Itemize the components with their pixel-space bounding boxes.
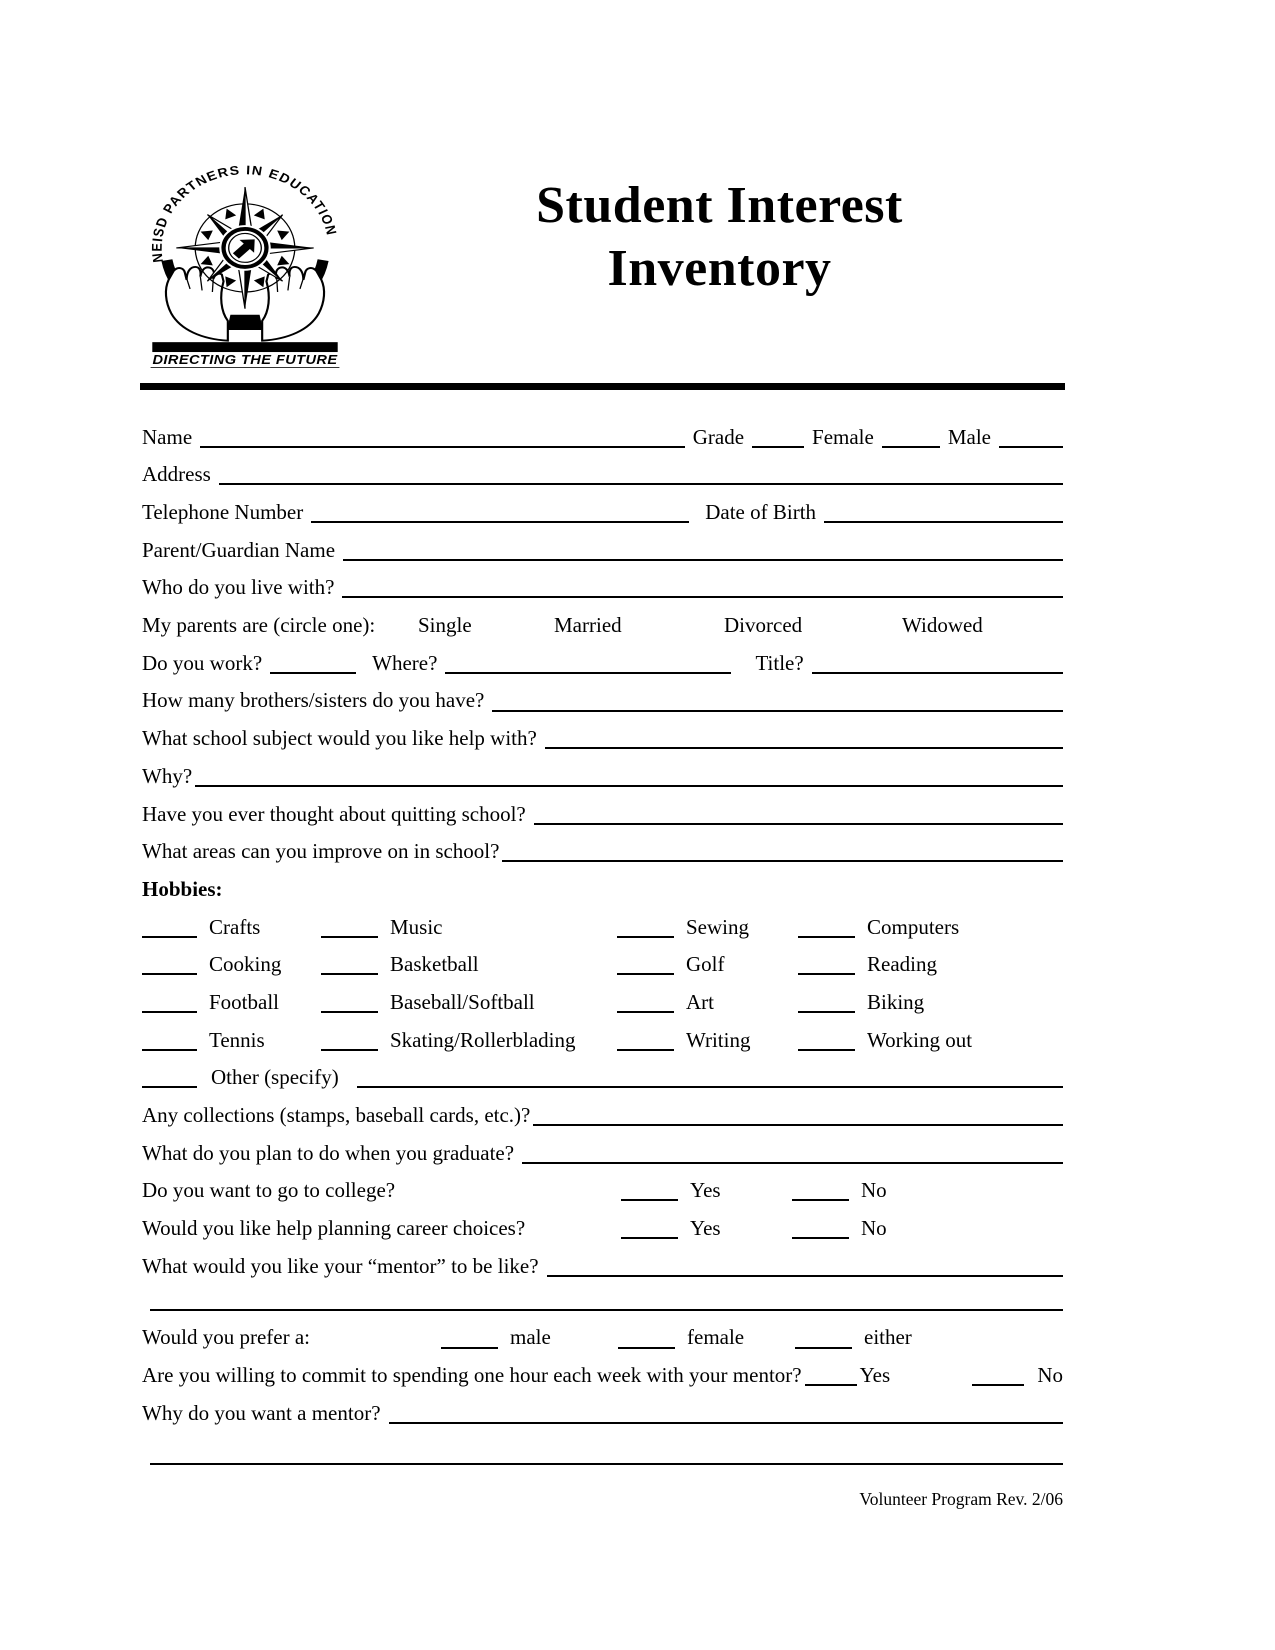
why-mentor-label: Why do you want a mentor? [142,1400,381,1425]
siblings-blank [492,684,1063,712]
form-header [142,140,1063,373]
row-name [142,410,1063,448]
graduate-blank [522,1136,1063,1164]
female-option-label: female [687,1325,745,1350]
male-option-label: male [510,1325,551,1350]
row-work [142,636,1063,674]
prefer-either-blank [795,1321,852,1349]
hobby-blank [617,947,674,975]
row-address [142,448,1063,486]
prefer-female-blank [618,1321,675,1349]
hobby-blank [321,910,378,938]
row-live-with [142,561,1063,599]
hobby-blank [798,947,855,975]
live-with-blank [342,570,1063,598]
no-label: No [861,1178,887,1203]
header-divider [140,383,1065,390]
row-why-mentor-continuation [142,1424,1063,1465]
prefer-label: Would you prefer a: [142,1325,310,1350]
form-body [142,410,1063,1510]
improve-label: What areas can you improve on in school? [142,839,500,864]
hobby-other-blank [142,1060,197,1088]
hobby-label: Golf [686,952,725,977]
hobby-label: Skating/Rollerblading [390,1027,576,1052]
male-label: Male [947,424,991,449]
why-label: Why? [142,763,193,788]
hobby-row-3 [142,975,1063,1013]
row-college [142,1164,1063,1202]
college-label: Do you want to go to college? [142,1178,396,1203]
yes-label: Yes [690,1216,721,1241]
college-no-blank [792,1173,849,1201]
parent-guardian-label: Parent/Guardian Name [142,537,336,562]
page-title [348,174,1063,301]
hobby-label: Art [686,989,714,1014]
hobby-blank [617,1023,674,1051]
hobby-label: Writing [686,1027,751,1052]
hobby-label: Computers [867,914,960,939]
either-option-label: either [864,1325,912,1350]
hobby-blank [798,1023,855,1051]
no-label: No [1037,1363,1063,1388]
hobbies-heading: Hobbies: [142,876,223,901]
title-line-2: Inventory [607,240,832,298]
row-collections [142,1088,1063,1126]
improve-blank [502,834,1063,862]
title-line-1: Student Interest [536,177,903,234]
where-blank [445,646,731,674]
row-prefer [142,1311,1063,1349]
name-blank [200,420,685,448]
career-no-blank [792,1211,849,1239]
footer [142,1489,1063,1510]
logo-bar [152,342,337,352]
career-label: Would you like help planning career choices? [142,1216,526,1241]
siblings-label: How many brothers/sisters do you have? [142,688,485,713]
row-mentor-like-continuation [142,1277,1063,1311]
hobby-label: Crafts [209,914,261,939]
job-title-blank [812,646,1063,674]
hobby-label: Sewing [686,914,749,939]
grade-label: Grade [692,424,745,449]
parents-status-label: My parents are (circle one): [142,613,376,638]
revision-note: Volunteer Program Rev. 2/06 [859,1488,1063,1509]
commit-label: Are you willing to commit to spending one hour each week with your mentor? [142,1363,802,1388]
hobby-blank [798,985,855,1013]
commit-yes-blank [805,1358,857,1386]
compass-logo-icon [142,140,348,368]
career-yes-blank [621,1211,678,1239]
address-blank [219,457,1063,485]
row-telephone [142,485,1063,523]
mentor-like-continuation-blank [150,1283,1063,1311]
row-mentor-like [142,1239,1063,1277]
row-improve [142,825,1063,863]
address-label: Address [142,462,211,487]
neisd-logo [142,140,348,373]
collections-label: Any collections (stamps, baseball cards, etc.)? [142,1103,531,1128]
hobby-label: Basketball [390,952,479,977]
telephone-blank [311,495,689,523]
why-mentor-continuation-blank [150,1437,1063,1465]
prefer-male-blank [441,1321,498,1349]
graduate-label: What do you plan to do when you graduate? [142,1140,515,1165]
row-why-mentor [142,1386,1063,1424]
option-married: Married [554,613,622,638]
hobby-row-2 [142,938,1063,976]
female-blank [882,420,940,448]
dob-label: Date of Birth [705,500,817,525]
hobby-row-4 [142,1013,1063,1051]
grade-blank [752,420,804,448]
row-parent-guardian [142,523,1063,561]
hobby-label: Music [390,914,443,939]
live-with-label: Who do you live with? [142,575,335,600]
hobby-label: Cooking [209,952,282,977]
collections-blank [533,1098,1063,1126]
hobby-blank [617,985,674,1013]
name-label: Name [142,424,193,449]
hobby-blank [617,910,674,938]
row-hobby-other [142,1051,1063,1089]
hobby-blank [321,947,378,975]
hobby-blank [798,910,855,938]
parent-guardian-blank [343,533,1063,561]
hobby-label: Baseball/Softball [390,989,535,1014]
logo-tagline: DIRECTING THE FUTURE [152,352,338,368]
male-blank [999,420,1063,448]
no-label: No [861,1216,887,1241]
commit-no-blank [972,1358,1024,1386]
row-graduate [142,1126,1063,1164]
female-label: Female [812,424,874,449]
hobby-blank [321,1023,378,1051]
logo-cuff [227,315,263,330]
hobby-label: Tennis [209,1027,265,1052]
hobby-blank [142,947,197,975]
hobby-other-specify-blank [357,1060,1063,1088]
row-commit [142,1349,1063,1387]
row-siblings [142,674,1063,712]
row-quitting [142,787,1063,825]
why-blank [195,759,1063,787]
college-yes-blank [621,1173,678,1201]
yes-label: Yes [690,1178,721,1203]
hobby-other-label: Other (specify) [211,1065,339,1090]
mentor-like-blank [547,1249,1063,1277]
hobby-label: Working out [867,1027,973,1052]
job-title-label: Title? [755,650,804,675]
subject-help-label: What school subject would you like help with? [142,726,537,751]
subject-help-blank [545,721,1063,749]
option-widowed: Widowed [902,613,983,638]
telephone-label: Telephone Number [142,500,304,525]
where-label: Where? [372,650,438,675]
quitting-label: Have you ever thought about quitting school? [142,801,526,826]
option-single: Single [418,613,472,638]
hobby-label: Reading [867,952,937,977]
row-career [142,1201,1063,1239]
hobby-blank [142,1023,197,1051]
option-divorced: Divorced [724,613,803,638]
hobby-label: Football [209,989,280,1014]
row-subject-help [142,712,1063,750]
row-parents-status [142,598,1063,636]
work-label: Do you work? [142,650,263,675]
yes-label: Yes [859,1363,891,1388]
work-blank [270,646,356,674]
quitting-blank [534,797,1063,825]
why-mentor-blank [389,1396,1063,1424]
logo-arc-text: NEISD PARTNERS IN EDUCATION [148,162,340,264]
hobby-blank [321,985,378,1013]
hobby-blank [142,910,197,938]
dob-blank [824,495,1063,523]
hobby-label: Biking [867,989,925,1014]
row-why [142,749,1063,787]
mentor-like-label: What would you like your “mentor” to be like? [142,1253,539,1278]
hobby-row-1 [142,900,1063,938]
row-hobbies-heading [142,862,1063,900]
hobby-blank [142,985,197,1013]
